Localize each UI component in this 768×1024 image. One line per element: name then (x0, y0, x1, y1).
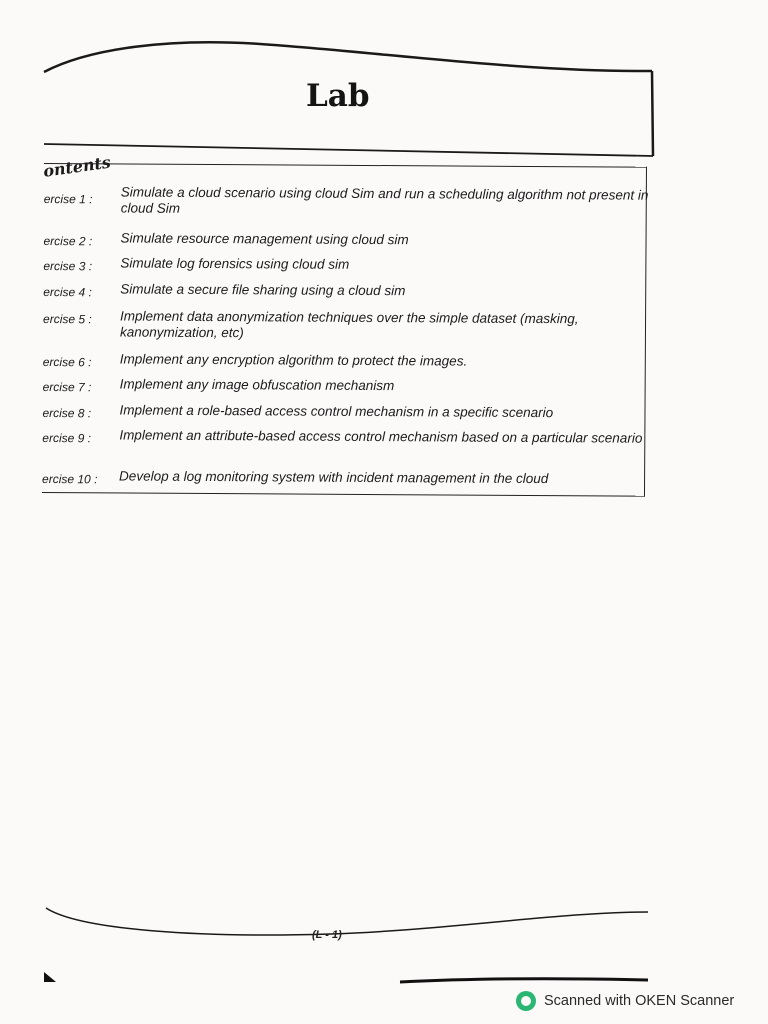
exercise-row (42, 427, 662, 446)
exercise-text: Implement an attribute-based access control mechanism based on a particular scenario (119, 427, 643, 446)
exercise-row (42, 402, 663, 421)
exercise-text: Simulate a secure file sharing using a cloud sim (120, 281, 406, 299)
exercise-row (42, 376, 663, 395)
exercise-text: Develop a log monitoring system with incident management in the cloud (119, 468, 549, 487)
header-frame (0, 0, 768, 170)
page-number: (L - 1) (312, 929, 342, 941)
exercise-row (42, 468, 662, 487)
scanner-label: Scanned with OKEN Scanner (544, 993, 735, 1009)
footer-rule (0, 890, 768, 1000)
exercise-number: ercise 8 : (42, 405, 92, 421)
exercise-row (43, 281, 663, 300)
exercise-row (44, 184, 664, 222)
exercise-number: ercise 2 : (43, 233, 93, 249)
oken-scanner-logo-icon (516, 991, 536, 1011)
exercise-row (43, 255, 663, 274)
exercise-text: Simulate resource management using cloud sim (120, 230, 409, 248)
exercise-text: Implement any encryption algorithm to protect the images. (119, 351, 468, 369)
scanner-watermark (516, 990, 734, 1012)
exercise-number: ercise 10 : (42, 471, 98, 487)
corner-mark-icon (44, 972, 56, 982)
exercise-text: Simulate a cloud scenario using cloud Sim and run a scheduling algorithm not present in cloud Sim (120, 184, 649, 216)
exercise-text: Implement a role-based access control mechanism in a specific scenario (119, 402, 554, 421)
exercise-number: ercise 4 : (43, 284, 92, 300)
exercise-number: ercise 9 : (42, 430, 92, 446)
contents-table (42, 163, 647, 497)
exercise-number: ercise 5 : (43, 311, 92, 327)
exercise-number: ercise 1 : (43, 191, 93, 207)
exercise-number: ercise 3 : (43, 258, 93, 274)
contents-heading: ontents (42, 152, 112, 181)
exercise-text: Implement any image obfuscation mechanism (119, 376, 395, 394)
exercise-text: Simulate log forensics using cloud sim (120, 255, 350, 272)
exercise-number: ercise 7 : (42, 379, 92, 395)
exercise-number: ercise 6 : (42, 354, 92, 370)
exercise-row (43, 230, 664, 249)
page-title: Lab (306, 78, 370, 114)
exercise-row (43, 308, 663, 341)
exercise-text: Implement data anonymization techniques over the simple dataset (masking, kanonymization, etc) (119, 308, 579, 341)
exercise-row (42, 351, 663, 370)
